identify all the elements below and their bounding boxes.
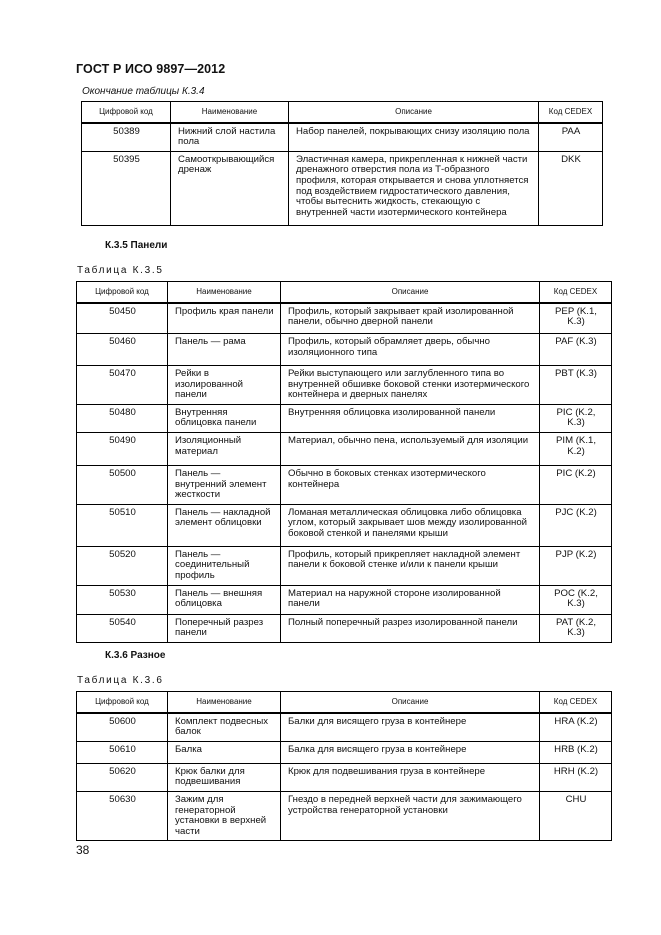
table-row [77, 791, 612, 840]
table-header-row [77, 692, 612, 713]
code-cell: 50620 [77, 763, 168, 791]
description-cell: Балки для висящего груза в контейнере [281, 713, 540, 742]
name-cell: Панель — внешняя облицовка [168, 585, 281, 614]
cedex-cell: HRH (K.2) [540, 763, 612, 791]
name-cell: Изоляционный материал [168, 433, 281, 466]
table-row [77, 763, 612, 791]
table-row [77, 504, 612, 546]
cedex-cell: PAT (K.2, K.3) [540, 614, 612, 642]
table-row [77, 614, 612, 642]
cedex-cell: PJC (K.2) [540, 504, 612, 546]
code-cell: 50630 [77, 791, 168, 840]
cedex-cell: POC (K.2, K.3) [540, 585, 612, 614]
code-cell: 50460 [77, 334, 168, 366]
description-cell: Рейки выступающего или заглубленного типа во внутренней обшивке боковой стенки изотермического контейнера и дверных панелях [281, 366, 540, 405]
name-cell: Внутренняя облицовка панели [168, 404, 281, 432]
header-code: Цифровой код [77, 282, 168, 303]
description-cell: Материал на наружной стороне изолированной панели [281, 585, 540, 614]
cedex-cell: PIM (K.1, K.2) [540, 433, 612, 466]
description-cell: Внутренняя облицовка изолированной панели [281, 404, 540, 432]
header-cedex: Код CEDEX [540, 282, 612, 303]
description-cell: Профиль, который прикрепляет накладной элемент панели к боковой стенке и/или к панели крыши [281, 546, 540, 585]
name-cell: Панель — соединительный профиль [168, 546, 281, 585]
name-cell: Зажим для генераторной установки в верхней части [168, 791, 281, 840]
cedex-cell: HRA (K.2) [540, 713, 612, 742]
code-cell: 50480 [77, 404, 168, 432]
cedex-cell: PAA [539, 123, 603, 152]
name-cell: Панель — рама [168, 334, 281, 366]
section-k36-heading: К.3.6 Разное [105, 650, 166, 661]
description-cell: Ломаная металлическая облицовка либо облицовка углом, который закрывает шов между изолированной боковой стенкой и панелями крыши [281, 504, 540, 546]
code-cell: 50389 [82, 123, 171, 152]
name-cell: Крюк балки для подвешивания [168, 763, 281, 791]
section-k35-heading: К.3.5 Панели [105, 240, 168, 251]
table-row [82, 123, 603, 152]
code-cell: 50395 [82, 151, 171, 225]
standard-title: ГОСТ Р ИСО 9897—2012 [76, 62, 226, 76]
table-k35 [76, 281, 612, 643]
table-header-row [77, 282, 612, 303]
description-cell: Крюк для подвешивания груза в контейнере [281, 763, 540, 791]
table-k34 [81, 101, 603, 226]
table-row [77, 404, 612, 432]
name-cell: Панель — внутренний элемент жесткости [168, 466, 281, 505]
header-cedex: Код CEDEX [539, 102, 603, 123]
cedex-cell: PBT (K.3) [540, 366, 612, 405]
description-cell: Материал, обычно пена, используемый для изоляции [281, 433, 540, 466]
table-header-row [82, 102, 603, 123]
cedex-cell: DKK [539, 151, 603, 225]
code-cell: 50610 [77, 741, 168, 763]
name-cell: Панель — накладной элемент облицовки [168, 504, 281, 546]
table-row [77, 466, 612, 505]
cedex-cell: CHU [540, 791, 612, 840]
name-cell: Нижний слой настила пола [171, 123, 289, 152]
table-row [77, 433, 612, 466]
code-cell: 50490 [77, 433, 168, 466]
table-row [77, 303, 612, 334]
page-number: 38 [76, 843, 90, 857]
table-row [77, 334, 612, 366]
description-cell: Полный поперечный разрез изолированной панели [281, 614, 540, 642]
table-k36-caption: Таблица К.3.6 [77, 675, 164, 686]
description-cell: Обычно в боковых стенках изотермического контейнера [281, 466, 540, 505]
description-cell: Гнездо в передней верхней части для зажимающего устройства генераторной установки [281, 791, 540, 840]
table-k36 [76, 691, 612, 841]
header-description: Описание [281, 282, 540, 303]
cedex-cell: PJP (K.2) [540, 546, 612, 585]
cedex-cell: PAF (K.3) [540, 334, 612, 366]
code-cell: 50520 [77, 546, 168, 585]
cedex-cell: HRB (K.2) [540, 741, 612, 763]
description-cell: Балка для висящего груза в контейнере [281, 741, 540, 763]
code-cell: 50510 [77, 504, 168, 546]
code-cell: 50540 [77, 614, 168, 642]
cedex-cell: PIC (K.2, K.3) [540, 404, 612, 432]
code-cell: 50500 [77, 466, 168, 505]
description-cell: Профиль, который обрамляет дверь, обычно изоляционного типа [281, 334, 540, 366]
code-cell: 50470 [77, 366, 168, 405]
name-cell: Профиль края панели [168, 303, 281, 334]
table-row [77, 366, 612, 405]
table-row [77, 546, 612, 585]
header-description: Описание [281, 692, 540, 713]
table-row [82, 151, 603, 225]
table-row [77, 585, 612, 614]
code-cell: 50450 [77, 303, 168, 334]
code-cell: 50600 [77, 713, 168, 742]
name-cell: Балка [168, 741, 281, 763]
description-cell: Профиль, который закрывает край изолированной панели, обычно дверной панели [281, 303, 540, 334]
header-name: Наименование [168, 692, 281, 713]
header-name: Наименование [168, 282, 281, 303]
code-cell: 50530 [77, 585, 168, 614]
header-cedex: Код CEDEX [540, 692, 612, 713]
header-code: Цифровой код [82, 102, 171, 123]
description-cell: Набор панелей, покрывающих снизу изоляцию пола [289, 123, 539, 152]
name-cell: Комплект подвесных балок [168, 713, 281, 742]
cedex-cell: PIC (K.2) [540, 466, 612, 505]
name-cell: Рейки в изолированной панели [168, 366, 281, 405]
table-row [77, 713, 612, 742]
header-code: Цифровой код [77, 692, 168, 713]
table-row [77, 741, 612, 763]
header-description: Описание [289, 102, 539, 123]
description-cell: Эластичная камера, прикрепленная к нижней части дренажного отверстия пола из Т-образного профиля, которая открывается и снова уплотняется под воздействием гидростатического давления, чтобы вытеснить жидкость, стекающую с внутренней части изотермического контейнера [289, 151, 539, 225]
table-k35-caption: Таблица К.3.5 [77, 265, 164, 276]
header-name: Наименование [171, 102, 289, 123]
cedex-cell: PEP (K.1, K.3) [540, 303, 612, 334]
table-k34-caption: Окончание таблицы К.3.4 [82, 86, 205, 97]
name-cell: Поперечный разрез панели [168, 614, 281, 642]
name-cell: Самооткрывающийся дренаж [171, 151, 289, 225]
